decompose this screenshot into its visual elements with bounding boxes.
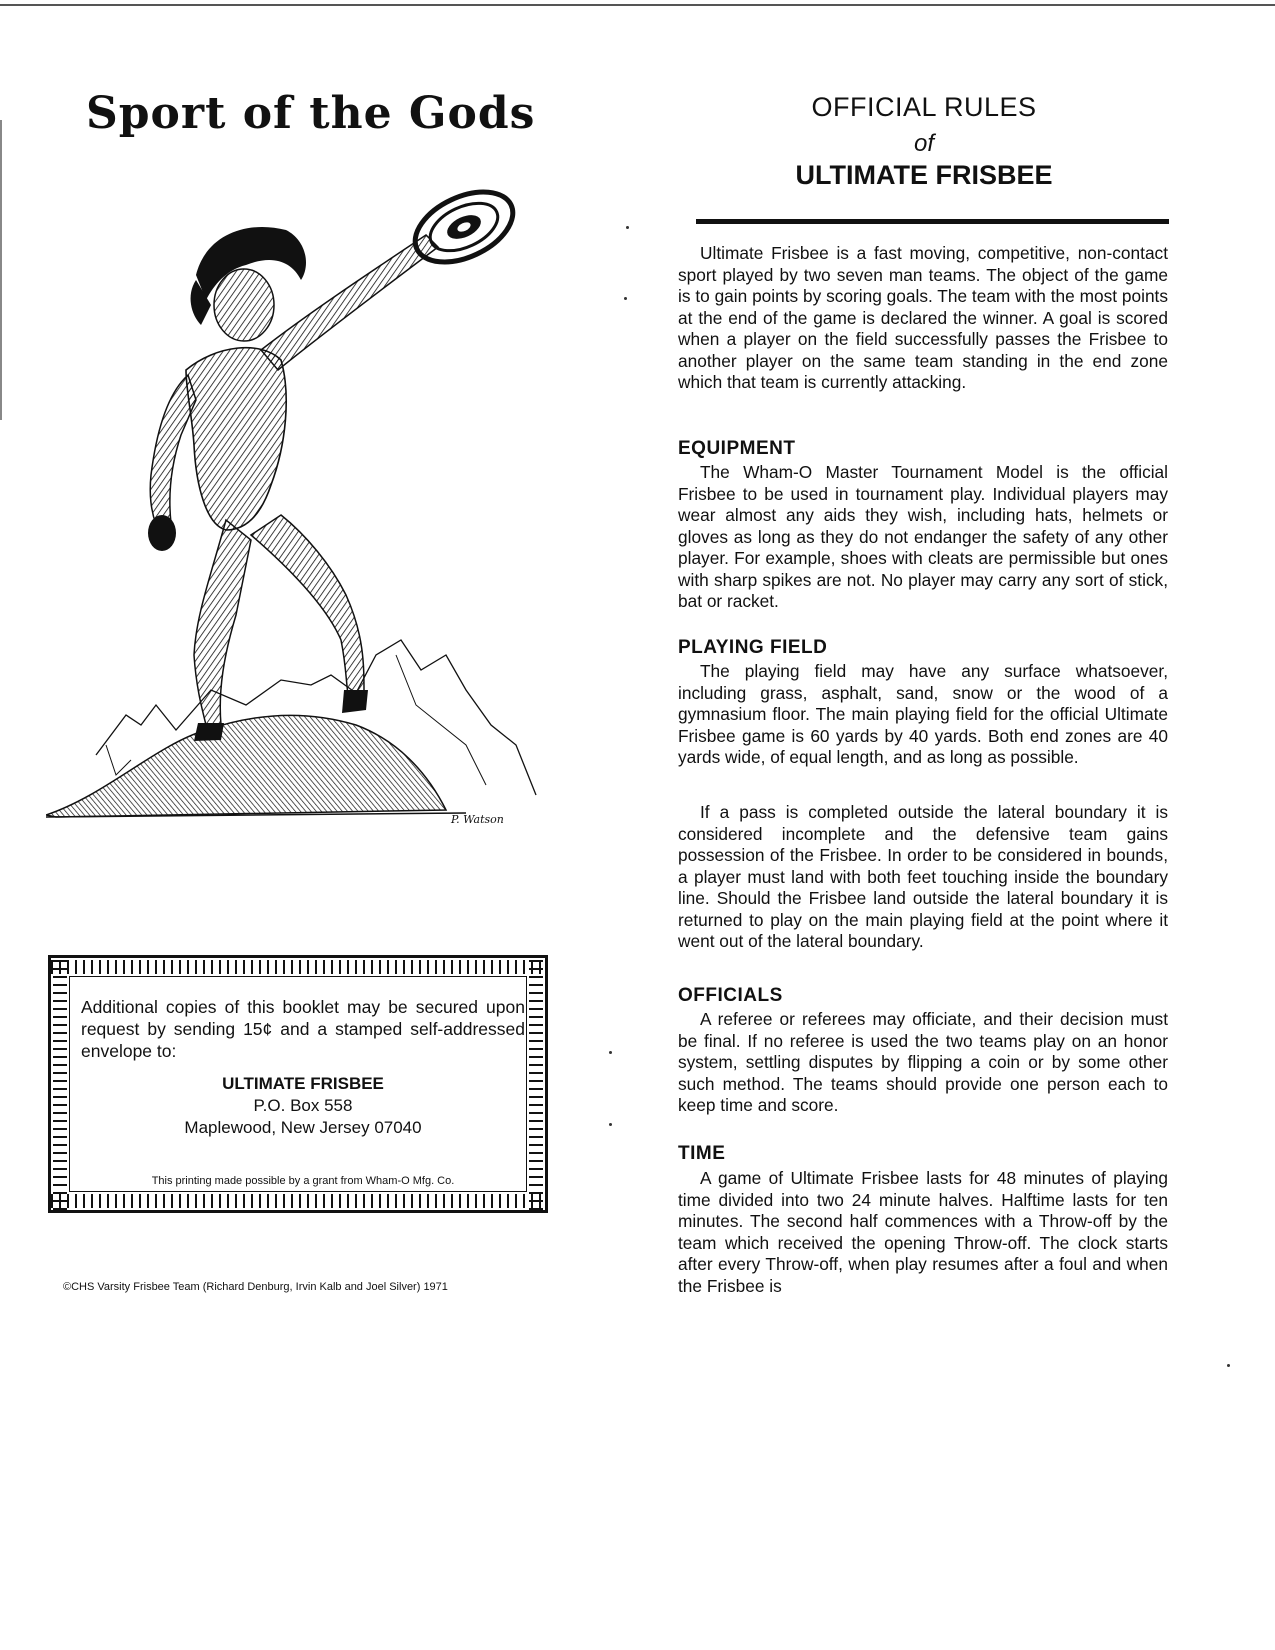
po-box: P.O. Box 558 <box>253 1096 353 1115</box>
org-name: ULTIMATE FRISBEE <box>222 1074 384 1093</box>
section-heading-equipment: EQUIPMENT <box>678 438 796 459</box>
copyright-notice: ©CHS Varsity Frisbee Team (Richard Denburg, Irvin Kalb and Joel Silver) 1971 <box>63 1281 448 1293</box>
city-address: Maplewood, New Jersey 07040 <box>184 1118 422 1137</box>
section-heading-officials: OFFICIALS <box>678 985 783 1006</box>
scan-speck <box>609 1051 612 1054</box>
decorative-border-top <box>51 960 545 974</box>
playing-field-paragraph-2: If a pass is completed outside the lateral boundary it is considered incomplete and the defensive team gains possession of the Frisbee. In order to be considered in bounds, a player must land with both feet touching inside the boundary line. Should the Frisbee land outside the lateral boundary it is returned to play on the main playing field at the point where it went out of the lateral boundary. <box>678 802 1168 951</box>
intro-paragraph: Ultimate Frisbee is a fast moving, competitive, non-contact sport played by two seven man teams. The object of the game is to gain points by scoring goals. The team with the most points at the end of the game is declared the winner. A goal is scored when a player on the field successfully passes the Frisbee to another player on the same team standing in the end zone which that team is currently attacking. <box>678 243 1168 392</box>
ordering-instructions: Additional copies of this booklet may be secured upon request by sending 15¢ and a stamped self-addressed envelope to: <box>81 997 525 1061</box>
scan-top-edge <box>0 4 1275 6</box>
rules-header-line1: OFFICIAL RULES <box>811 92 1037 122</box>
officials-paragraph: A referee or referees may officiate, and their decision must be final. If no referee is used the two teams play on an honor system, settling disputes by flipping a coin or by some other such method. The teams should provide one person each to keep time and score. <box>678 1009 1168 1115</box>
decorative-border-right <box>529 958 543 1210</box>
scan-left-edge <box>0 120 2 420</box>
decorative-border-bottom <box>51 1194 545 1208</box>
section-heading-time: TIME <box>678 1143 726 1164</box>
grant-note: This printing made possible by a grant from Wham-O Mfg. Co. <box>151 1175 455 1187</box>
scan-speck <box>624 297 627 300</box>
equipment-paragraph: The Wham-O Master Tournament Model is the official Frisbee to be used in tournament play. Individual players may wear almost any aids they wish, including hats, helmets or gloves as long as they do not endanger the safety of any other player. For example, shoes with cleats are permissible but ones with sharp spikes are not. No player may carry any sort of stick, bat or racket. <box>678 462 1168 611</box>
frisbee-thrower-illustration <box>46 185 596 875</box>
ordering-info-box <box>48 955 548 1213</box>
playing-field-paragraph-1: The playing field may have any surface whatsoever, including grass, asphalt, sand, snow or the wood of a gymnasium floor. The main playing field for the official Ultimate Frisbee game is 60 yards by 40 yards. Both end zones are 40 yards wide, of equal length, and as long as possible. <box>678 661 1168 767</box>
scan-speck <box>1227 1364 1230 1367</box>
header-divider <box>696 219 1169 224</box>
decorative-border-left <box>53 958 67 1210</box>
scan-speck <box>626 226 629 229</box>
scan-speck <box>609 1123 612 1126</box>
section-heading-playing-field: PLAYING FIELD <box>678 637 828 658</box>
page-title-left: Sport of the Gods <box>86 88 536 139</box>
rules-header-line2: of <box>913 130 934 157</box>
rules-header-line3: ULTIMATE FRISBEE <box>795 160 1053 190</box>
illustration-signature: P. Watson <box>451 813 504 826</box>
time-paragraph: A game of Ultimate Frisbee lasts for 48 minutes of playing time divided into two 24 minute halves. Halftime lasts for ten minutes. The second half commences with a Throw-off by the team which received the opening Throw-off. The clock starts after every Throw-off, when play resumes after a foul and when the Frisbee is <box>678 1168 1168 1296</box>
